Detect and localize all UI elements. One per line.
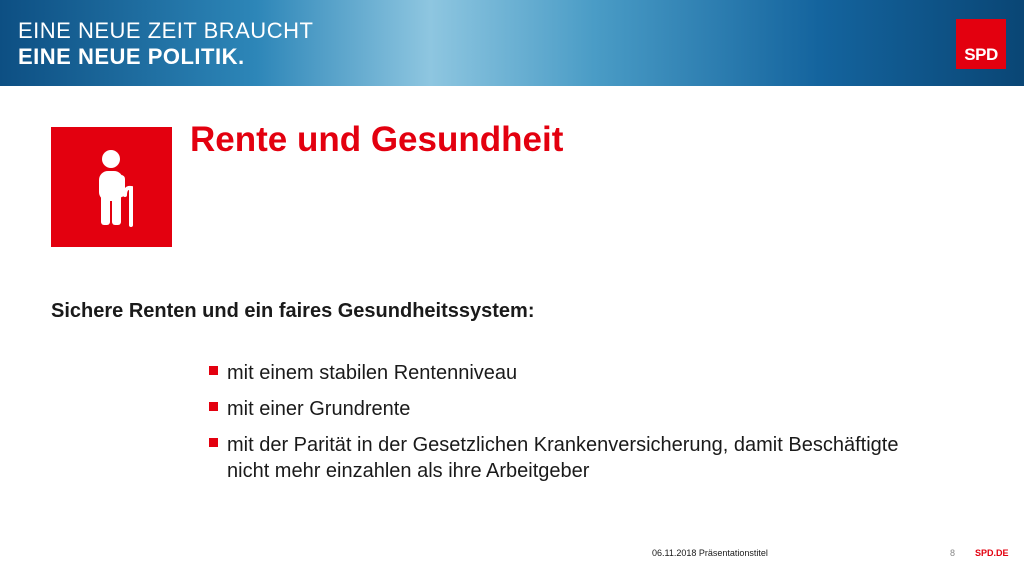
bullet-item bbox=[207, 432, 927, 484]
bullet-text: mit einer Grundrente bbox=[227, 398, 411, 420]
footer-date-title: 06.11.2018 Präsentationstitel bbox=[652, 548, 768, 558]
bullet-text: mit einem stabilen Rentenniveau bbox=[227, 362, 518, 384]
square-bullet-icon bbox=[209, 402, 218, 411]
bullet-list bbox=[207, 360, 927, 494]
bullet-item bbox=[207, 360, 927, 386]
section-subtitle: Sichere Renten und ein faires Gesundheitssystem: bbox=[51, 300, 535, 322]
page-number: 8 bbox=[950, 548, 956, 558]
header-slogan-line2: EINE NEUE POLITIK. bbox=[18, 44, 245, 69]
square-bullet-icon bbox=[209, 438, 218, 447]
footer-brand-link[interactable]: SPD.DE bbox=[975, 548, 1009, 558]
header-banner bbox=[0, 0, 1024, 86]
square-bullet-icon bbox=[209, 366, 218, 375]
bullet-item bbox=[207, 396, 927, 422]
spd-logo: SPD bbox=[956, 19, 1006, 69]
page-title: Rente und Gesundheit bbox=[190, 120, 564, 159]
header-slogan-line1: EINE NEUE ZEIT BRAUCHT bbox=[18, 18, 314, 43]
bullet-text: mit der Parität in der Gesetzlichen Krankenversicherung, damit Beschäftigte nicht mehr einzahlen als ihre Arbeitgeber bbox=[227, 434, 899, 482]
elderly-person-with-cane-icon bbox=[51, 127, 172, 247]
